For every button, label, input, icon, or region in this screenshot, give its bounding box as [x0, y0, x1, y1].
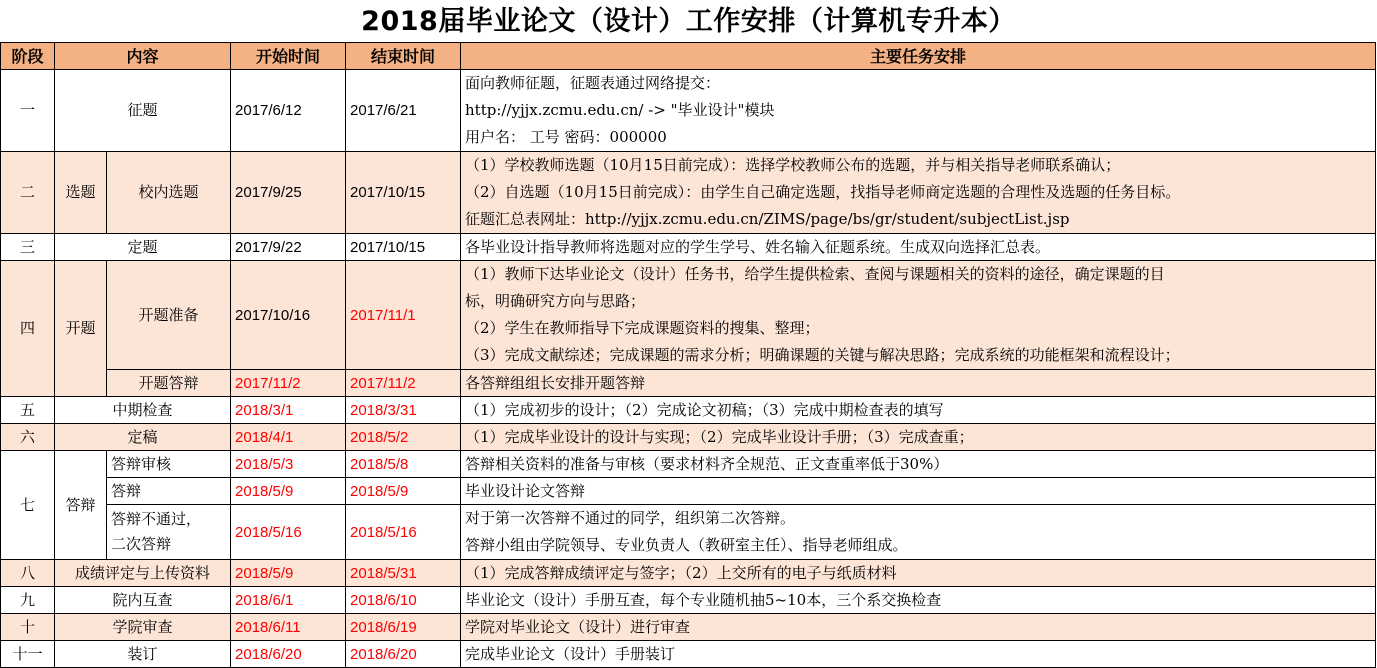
content-cell: 院内互查 [55, 587, 231, 614]
content-cell: 征题 [55, 70, 231, 152]
content-cell: 校内选题 [107, 152, 231, 234]
start-date: 2017/9/22 [231, 234, 346, 261]
stage-cell: 十一 [1, 641, 55, 668]
task-line: 征题汇总表网址：http://yjjx.zcmu.edu.cn/ZIMS/page/bs/gr/student/subjectList.jsp [465, 210, 1070, 228]
group-cell: 答辩 [55, 451, 107, 560]
stage-cell: 三 [1, 234, 55, 261]
content-cell: 开题答辩 [107, 370, 231, 397]
task-cell: 各答辩组组长安排开题答辩 [461, 370, 1376, 397]
table-row [1, 641, 1376, 668]
stage-cell: 四 [1, 261, 55, 397]
task-cell [461, 261, 1376, 370]
start-date: 2018/3/1 [231, 397, 346, 424]
table-row [1, 70, 1376, 152]
start-date: 2018/6/11 [231, 614, 346, 641]
start-date: 2018/5/16 [231, 505, 346, 560]
start-date: 2018/5/9 [231, 560, 346, 587]
start-date: 2018/5/9 [231, 478, 346, 505]
task-line: （2）学生在教师指导下完成课题资料的搜集、整理； [465, 319, 820, 337]
content-cell: 成绩评定与上传资料 [55, 560, 231, 587]
content-cell: 答辩审核 [107, 451, 231, 478]
start-date: 2018/4/1 [231, 424, 346, 451]
table-row [1, 234, 1376, 261]
end-date: 2017/10/15 [346, 234, 461, 261]
table-row [1, 451, 1376, 478]
stage-cell: 八 [1, 560, 55, 587]
page-title: 2018届毕业论文（设计）工作安排（计算机专升本） [361, 6, 1016, 37]
task-line: 用户名： 工号 密码：000000 [465, 128, 667, 146]
task-line: （2）自选题（10月15日前完成）：由学生自己确定选题，找指导老师商定选题的合理性及选题的任务目标。 [465, 183, 1181, 201]
schedule-table [0, 42, 1376, 668]
task-cell [461, 505, 1376, 560]
task-cell: 毕业设计论文答辩 [461, 478, 1376, 505]
table-row [1, 505, 1376, 560]
stage-cell: 十 [1, 614, 55, 641]
end-date: 2018/5/16 [346, 505, 461, 560]
end-date: 2018/6/19 [346, 614, 461, 641]
task-cell: 答辩相关资料的准备与审核（要求材料齐全规范、正文查重率低于30%） [461, 451, 1376, 478]
stage-cell: 二 [1, 152, 55, 234]
header-tasks: 主要任务安排 [461, 43, 1376, 70]
content-cell: 答辩 [107, 478, 231, 505]
task-line: http://yjjx.zcmu.edu.cn/ -> "毕业设计"模块 [465, 101, 775, 119]
task-line: 标，明确研究方向与思路； [465, 292, 646, 310]
stage-cell: 七 [1, 451, 55, 560]
start-date: 2018/6/1 [231, 587, 346, 614]
group-cell: 选题 [55, 152, 107, 234]
end-date: 2018/5/8 [346, 451, 461, 478]
task-cell [461, 70, 1376, 152]
end-date: 2017/10/15 [346, 152, 461, 234]
header-row [1, 43, 1376, 70]
task-cell: 各毕业设计指导教师将选题对应的学生学号、姓名输入征题系统。生成双向选择汇总表。 [461, 234, 1376, 261]
table-row [1, 424, 1376, 451]
task-line: 面向教师征题，征题表通过网络提交： [465, 74, 721, 92]
end-date: 2017/6/21 [346, 70, 461, 152]
stage-cell: 五 [1, 397, 55, 424]
task-cell: （1）完成答辩成绩评定与签字；（2）上交所有的电子与纸质材料 [461, 560, 1376, 587]
content-cell: 学院审查 [55, 614, 231, 641]
header-start: 开始时间 [231, 43, 346, 70]
start-date: 2018/6/20 [231, 641, 346, 668]
content-cell [107, 505, 231, 560]
start-date: 2017/9/25 [231, 152, 346, 234]
group-cell: 开题 [55, 261, 107, 397]
end-date: 2018/3/31 [346, 397, 461, 424]
end-date: 2018/6/20 [346, 641, 461, 668]
end-date: 2018/5/9 [346, 478, 461, 505]
end-date: 2017/11/1 [346, 261, 461, 370]
task-line: 答辩小组由学院领导、专业负责人（教研室主任）、指导老师组成。 [465, 536, 908, 554]
task-cell: （1）完成初步的设计；（2）完成论文初稿；（3）完成中期检查表的填写 [461, 397, 1376, 424]
content-line: 答辩不通过， [111, 510, 202, 528]
task-cell: 完成毕业论文（设计）手册装订 [461, 641, 1376, 668]
start-date: 2017/10/16 [231, 261, 346, 370]
task-cell: 学院对毕业论文（设计）进行审查 [461, 614, 1376, 641]
content-line: 二次答辩 [111, 535, 172, 553]
task-cell: （1）完成毕业设计的设计与实现；（2）完成毕业设计手册；（3）完成查重； [461, 424, 1376, 451]
stage-cell: 一 [1, 70, 55, 152]
header-stage: 阶段 [1, 43, 55, 70]
stage-cell: 九 [1, 587, 55, 614]
task-line: （1）教师下达毕业论文（设计）任务书，给学生提供检索、查阅与课题相关的资料的途径，确定课题的目 [465, 265, 1165, 283]
table-row [1, 560, 1376, 587]
content-cell: 装订 [55, 641, 231, 668]
header-end: 结束时间 [346, 43, 461, 70]
table-row [1, 587, 1376, 614]
table-row [1, 152, 1376, 234]
end-date: 2018/5/31 [346, 560, 461, 587]
header-content: 内容 [55, 43, 231, 70]
task-line: （3）完成文献综述；完成课题的需求分析；明确课题的关键与解决思路；完成系统的功能框架和流程设计； [465, 346, 1180, 364]
content-cell: 定题 [55, 234, 231, 261]
content-cell: 定稿 [55, 424, 231, 451]
table-row [1, 478, 1376, 505]
content-cell: 中期检查 [55, 397, 231, 424]
end-date: 2018/6/10 [346, 587, 461, 614]
stage-cell: 六 [1, 424, 55, 451]
task-line: 对于第一次答辩不通过的同学，组织第二次答辩。 [465, 509, 796, 527]
table-row [1, 370, 1376, 397]
table-row [1, 614, 1376, 641]
start-date: 2017/6/12 [231, 70, 346, 152]
start-date: 2017/11/2 [231, 370, 346, 397]
task-cell [461, 152, 1376, 234]
content-cell: 开题准备 [107, 261, 231, 370]
table-row [1, 261, 1376, 370]
table-row [1, 397, 1376, 424]
end-date: 2017/11/2 [346, 370, 461, 397]
task-line: （1）学校教师选题（10月15日前完成）：选择学校教师公布的选题，并与相关指导老师联系确认； [465, 156, 1121, 174]
end-date: 2018/5/2 [346, 424, 461, 451]
task-cell: 毕业论文（设计）手册互查，每个专业随机抽5~10本，三个系交换检查 [461, 587, 1376, 614]
start-date: 2018/5/3 [231, 451, 346, 478]
